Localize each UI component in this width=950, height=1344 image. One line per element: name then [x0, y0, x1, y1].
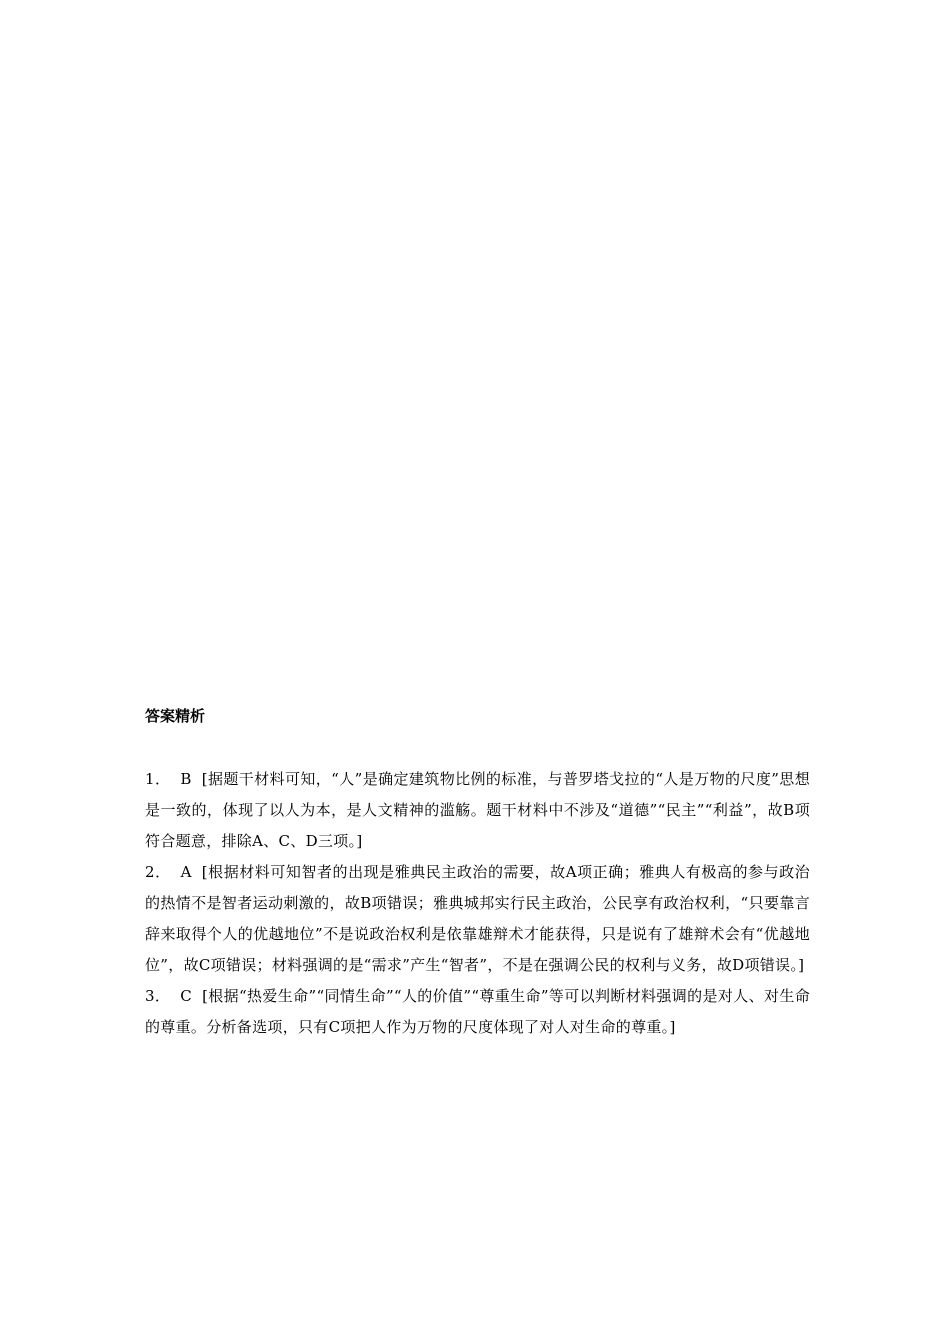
section-title: 答案精析 [145, 707, 206, 725]
answer-explanation: [据题干材料可知，“人”是确定建筑物比例的标准，与普罗塔戈拉的“人是万物的尺度”思想是一致的，体现了以人为本，是人文精神的滥觞。题干材料中不涉及“道德”“民主”“利益”，故B项符合题意，排除A、C、D三项。] [145, 770, 810, 850]
answer-item [145, 857, 810, 981]
answer-key: A [180, 863, 192, 881]
answer-key: B [180, 770, 192, 788]
answer-item [145, 981, 810, 1043]
answer-list [145, 764, 810, 1043]
answer-number: 2． [145, 863, 171, 881]
answer-item [145, 764, 810, 857]
answer-explanation: [根据“热爱生命”“同情生命”“人的价值”“尊重生命”等可以判断材料强调的是对人、对生命的尊重。分析备选项，只有C项把人作为万物的尺度体现了对人对生命的尊重。] [145, 987, 810, 1036]
answer-explanation: [根据材料可知智者的出现是雅典民主政治的需要，故A项正确；雅典人有极高的参与政治的热情不是智者运动刺激的，故B项错误；雅典城邦实行民主政治，公民享有政治权利，“只要靠言辞来取得个人的优越地位”不是说政治权利是依靠雄辩术才能获得，只是说有了雄辩术会有“优越地位”，故C项错误；材料强调的是“需求”产生“智者”，不是在强调公民的权利与义务，故D项错误。] [145, 863, 810, 974]
answer-key: C [180, 987, 193, 1005]
answer-number: 3． [145, 987, 171, 1005]
answer-number: 1． [145, 770, 171, 788]
